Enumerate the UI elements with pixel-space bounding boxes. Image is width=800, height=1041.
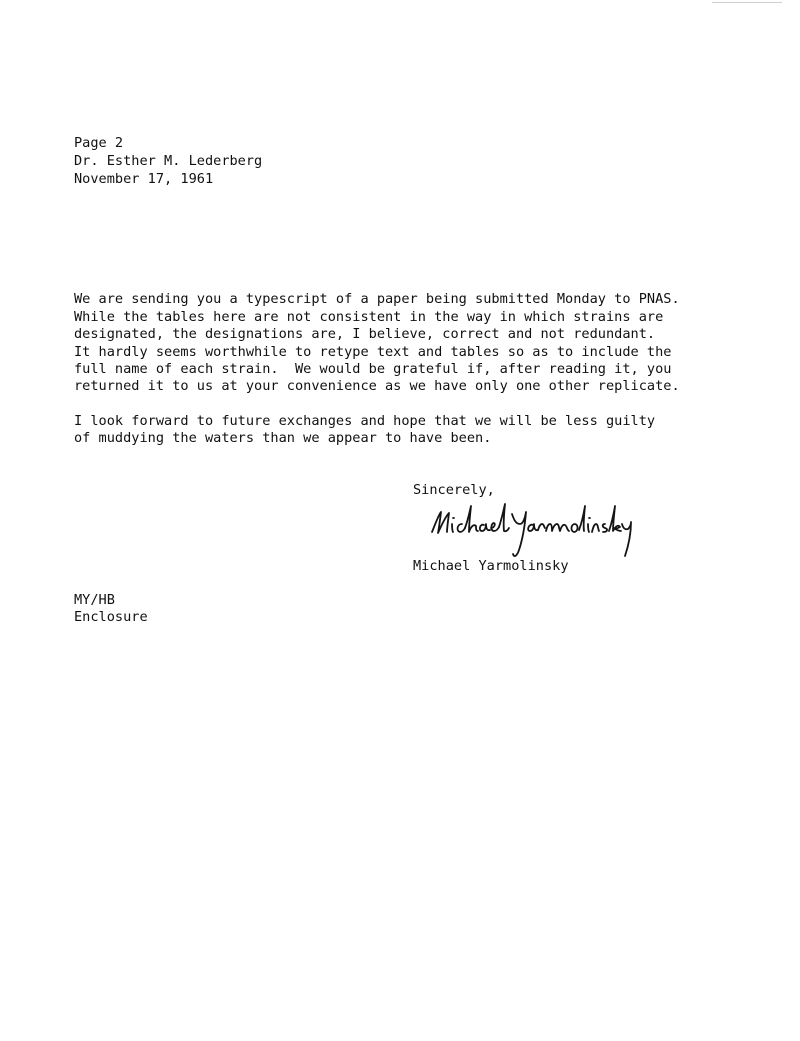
enclosure-note: Enclosure — [74, 609, 148, 625]
paragraph-1-line: designated, the designations are, I believe, correct and not redundant. — [74, 326, 656, 342]
signature-image — [428, 500, 638, 562]
signer-name: Michael Yarmolinsky — [413, 558, 569, 574]
scan-edge-mark — [712, 2, 782, 3]
paragraph-1-line: While the tables here are not consistent in the way in which strains are — [74, 309, 664, 325]
page-number: Page 2 — [74, 135, 124, 151]
closing-salutation: Sincerely, — [413, 482, 495, 498]
paragraph-1-line: returned it to us at your convenience as we have only one other replicate. — [74, 378, 680, 394]
paragraph-1-line: full name of each strain. We would be grateful if, after reading it, you — [74, 361, 672, 377]
paragraph-2-line: I look forward to future exchanges and hope that we will be less guilty — [74, 413, 656, 429]
paragraph-1-line: We are sending you a typescript of a paper being submitted Monday to PNAS. — [74, 291, 680, 307]
paragraph-1-line: It hardly seems worthwhile to retype text and tables so as to include the — [74, 344, 672, 360]
handwritten-signature — [428, 500, 638, 562]
paragraph-2-line: of muddying the waters than we appear to have been. — [74, 430, 492, 446]
letter-date: November 17, 1961 — [74, 171, 214, 187]
recipient-name: Dr. Esther M. Lederberg — [74, 153, 263, 169]
typist-initials: MY/HB — [74, 592, 115, 608]
